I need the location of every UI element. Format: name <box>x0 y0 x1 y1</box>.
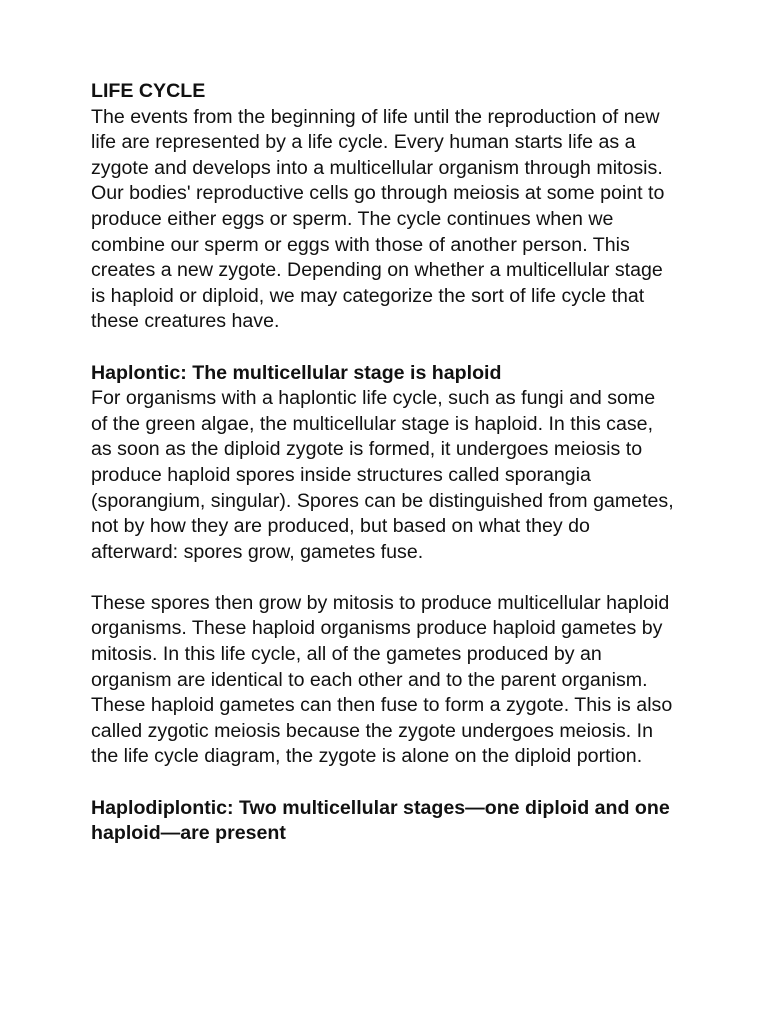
section-heading-haplodiplontic: Haplodiplontic: Two multicellular stages—one diploid and one haploid—are present <box>91 796 670 845</box>
paragraph-spacer <box>91 770 676 796</box>
document-title: LIFE CYCLE <box>91 80 206 102</box>
haplontic-paragraph-1: For organisms with a haplontic life cycle, such as fungi and some of the green algae, the multicellular stage is haploid. In this case, as soon as the diploid zygote is formed, it undergoes meiosis to produce haploid spores inside structures called sporangia (sporangium, singular). Spores can be distinguished from gametes, not by how they are produced, but based on what they do afterward: spores grow, gametes fuse. <box>91 387 674 563</box>
document-page <box>91 79 676 847</box>
intro-paragraph: The events from the beginning of life until the reproduction of new life are represented by a life cycle. Every human starts life as a zygote and develops into a multicellular organism through mitosis. Our bodies' reproductive cells go through meiosis at some point to produce either eggs or sperm. The cycle continues when we combine our sperm or eggs with those of another person. This creates a new zygote. Depending on whether a multicellular stage is haploid or diploid, we may categorize the sort of life cycle that these creatures have. <box>91 105 665 333</box>
section-heading-haplontic: Haplontic: The multicellular stage is haploid <box>91 361 502 384</box>
haplontic-paragraph-2: These spores then grow by mitosis to produce multicellular haploid organisms. These haploid organisms produce haploid gametes by mitosis. In this life cycle, all of the gametes produced by an organism are identical to each other and to the parent organism. These haploid gametes can then fuse to form a zygote. This is also called zygotic meiosis because the zygote undergoes meiosis. In the life cycle diagram, the zygote is alone on the diploid portion. <box>91 591 673 768</box>
paragraph-spacer <box>91 565 676 591</box>
paragraph-spacer <box>91 335 676 361</box>
